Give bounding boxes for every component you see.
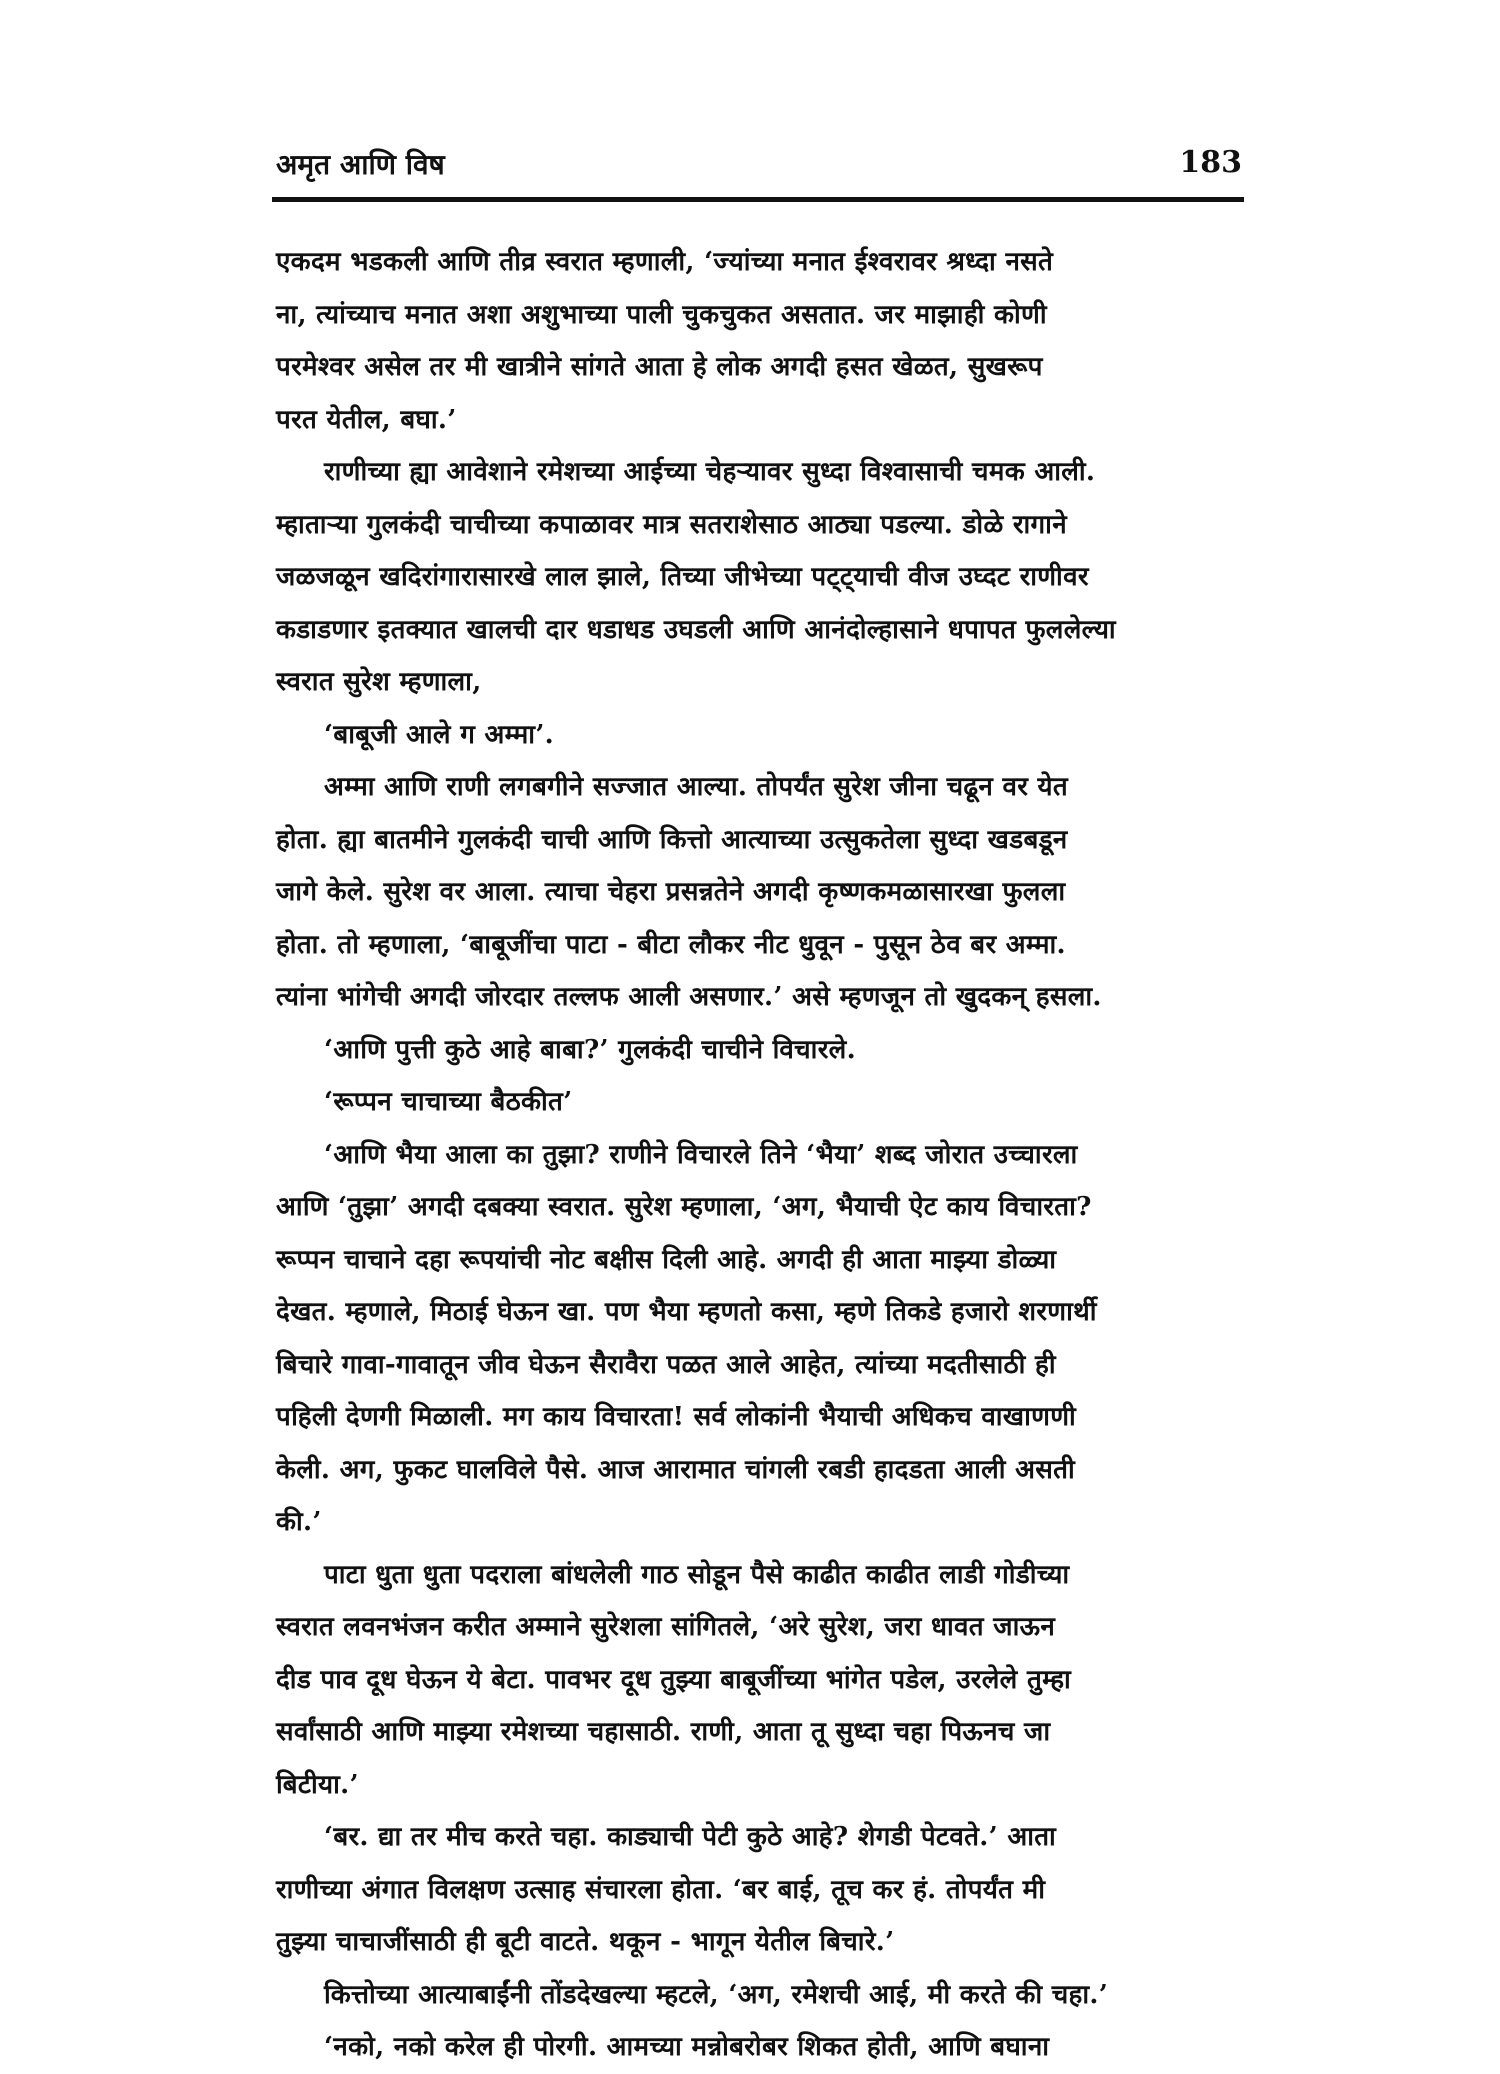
text-line: ‘बाबूजी आले ग अम्मा’. xyxy=(324,719,555,750)
page-number: 183 xyxy=(1179,145,1242,180)
text-line: ‘नको, नको करेल ही पोरगी. आमच्या मन्नोबरोबर शिकत होती, आणि बघाना xyxy=(324,2032,1050,2062)
text-line: राणीच्या अंगात विलक्षण उत्साह संचारला होता. ‘बर बाई, तूच कर हं. तोपर्यंत मी xyxy=(276,1874,1046,1905)
text-line: बिचारे गावा-गावातून जीव घेऊन सैरावैरा पळत आले आहेत, त्यांच्या मदतीसाठी ही xyxy=(276,1349,1056,1380)
text-line: राणीच्या ह्या आवेशाने रमेशच्या आईच्या चेहऱ्यावर सुध्दा विश्वासाची चमक आली. xyxy=(324,457,1096,487)
text-line: स्वरात लवनभंजन करीत अम्माने सुरेशला सांगितले, ‘अरे सुरेश, जरा धावत जाऊन xyxy=(276,1612,1056,1642)
book-title: अमृत आणि विष xyxy=(276,148,445,181)
text-line: केली. अग, फुकट घालविले पैसे. आज आरामात चांगली रबडी हादडता आली असती xyxy=(276,1454,1075,1485)
text-line: जळजळून खदिरांगारासारखे लाल झाले, तिच्या जीभेच्या पट्ट्याची वीज उघ्दट राणीवर xyxy=(276,562,1089,592)
text-line: बिटीया.’ xyxy=(276,1769,359,1800)
text-line: जागे केले. सुरेश वर आला. त्याचा चेहरा प्रसन्नतेने अगदी कृष्णकमळासारखा फुलला xyxy=(276,877,1066,907)
text-line: ‘बर. द्या तर मीच करते चहा. काड्याची पेटी कुठे आहे? शेगडी पेटवते.’ आता xyxy=(324,1822,1057,1852)
text-line: स्वरात सुरेश म्हणाला, xyxy=(276,667,482,697)
text-line: दीड पाव दूध घेऊन ये बेटा. पावभर दूध तुझ्या बाबूजींच्या भांगेत पडेल, उरलेले तुम्हा xyxy=(276,1664,1072,1695)
text-line: ‘रूप्पन चाचाच्या बैठकीत’ xyxy=(324,1087,573,1117)
text-line: पाटा धुता धुता पदराला बांधलेली गाठ सोडून पैसे काढीत काढीत लाडी गोडीच्या xyxy=(324,1559,1070,1590)
text-line: आणि ‘तुझा’ अगदी दबक्या स्वरात. सुरेश म्हणाला, ‘अग, भैयाची ऐट काय विचारता? xyxy=(276,1192,1092,1222)
text-line: ‘आणि भैया आला का तुझा? राणीने विचारले तिने ‘भैया’ शब्द जोरात उच्चारला xyxy=(324,1139,1078,1170)
text-line: एकदम भडकली आणि तीव्र स्वरात म्हणाली, ‘ज्यांच्या मनात ईश्वरावर श्रध्दा नसते xyxy=(276,247,1054,277)
text-line: कडाडणार इतक्यात खालची दार धडाधड उघडली आणि आनंदोल्हासाने धपापत फुललेल्या xyxy=(276,614,1116,645)
header-rule xyxy=(272,197,1244,202)
text-line: त्यांना भांगेची अगदी जोरदार तल्लफ आली असणार.’ असे म्हणजून तो खुदकन् हसला. xyxy=(276,982,1102,1012)
text-line: देखत. म्हणाले, मिठाई घेऊन खा. पण भैया म्हणतो कसा, म्हणे तिकडे हजारो शरणार्थी xyxy=(276,1297,1097,1327)
text-line: ‘आणि पुत्ती कुठे आहे बाबा?’ गुलकंदी चाचीने विचारले. xyxy=(324,1034,856,1065)
text-line: पहिली देणगी मिळाली. मग काय विचारता! सर्व लोकांनी भैयाची अधिकच वाखाणणी xyxy=(276,1402,1077,1432)
text-line: अम्मा आणि राणी लगबगीने सज्जात आल्या. तोपर्यंत सुरेश जीना चढून वर येत xyxy=(324,772,1068,802)
text-line: रूप्पन चाचाने दहा रूपयांची नोट बक्षीस दिली आहे. अगदी ही आता माझ्या डोळ्या xyxy=(276,1244,1057,1275)
text-line: होता. तो म्हणाला, ‘बाबूजींचा पाटा - बीटा लौकर नीट धुवून - पुसून ठेव बर अम्मा. xyxy=(276,929,1066,960)
body-text xyxy=(276,236,1242,2062)
text-line: कित्तोच्या आत्याबाईंनी तोंडदेखल्या म्हटले, ‘अग, रमेशची आई, मी करते की चहा.’ xyxy=(324,1979,1109,2010)
text-line: परमेश्वर असेल तर मी खात्रीने सांगते आता हे लोक अगदी हसत खेळत, सुखरूप xyxy=(276,352,1043,382)
running-head xyxy=(276,145,1242,193)
text-line: तुझ्या चाचाजींसाठी ही बूटी वाटते. थकून - भागून येतील बिचारे.’ xyxy=(276,1927,895,1957)
text-line: होता. ह्या बातमीने गुलकंदी चाची आणि कित्तो आत्याच्या उत्सुकतेला सुध्दा खडबडून xyxy=(276,824,1068,855)
text-line: म्हाताऱ्या गुलकंदी चाचीच्या कपाळावर मात्र सतराशेसाठ आठ्या पडल्या. डोळे रागाने xyxy=(276,509,1067,540)
text-line: सर्वांसाठी आणि माझ्या रमेशच्या चहासाठी. राणी, आता तू सुध्दा चहा पिऊनच जा xyxy=(276,1717,1051,1747)
text-line: ना, त्यांच्याच मनात अशा अशुभाच्या पाली चुकचुकत असतात. जर माझाही कोणी xyxy=(276,299,1047,330)
text-line: परत येतील, बघा.’ xyxy=(276,404,457,435)
text-line: की.’ xyxy=(276,1507,322,1537)
